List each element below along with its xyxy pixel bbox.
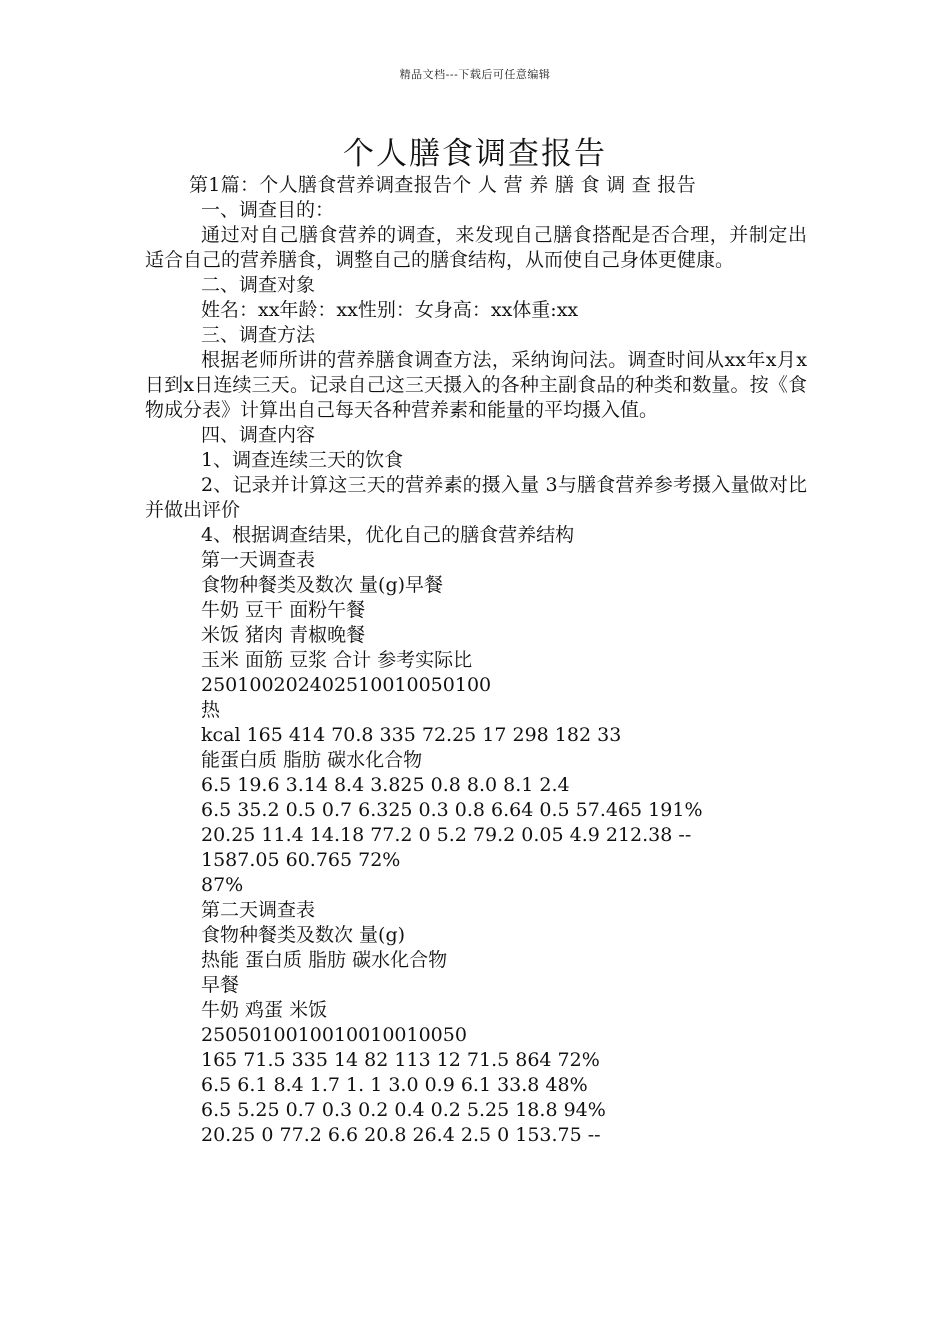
body-line: 第一天调查表: [201, 549, 316, 571]
body-line: 通过对自己膳食营养的调查，来发现自己膳食搭配是否合理，并制定出适合自己的营养膳食，调整自己的膳食结构，从而使自己身体更健康。: [145, 224, 807, 271]
body-line: 四、调查内容: [201, 424, 316, 446]
intro-paragraph: 第1篇：个人膳食营养调查报告个 人 营 养 膳 食 调 查 报告: [189, 174, 697, 196]
body-line: 第二天调查表: [201, 899, 316, 921]
body-line: 食物种餐类及数次 量(g): [201, 924, 406, 946]
page-header: 精品文档---下载后可任意编辑: [399, 68, 551, 81]
body-line: 4、根据调查结果，优化自己的膳食营养结构: [201, 524, 575, 546]
body-line: 6.5 19.6 3.14 8.4 3.825 0.8 8.0 8.1 2.4: [201, 774, 570, 796]
body-line: 二、调查对象: [201, 274, 316, 296]
body-line: 6.5 6.1 8.4 1.7 1. 1 3.0 0.9 6.1 33.8 48%: [201, 1074, 588, 1096]
body-line: 热能 蛋白质 脂肪 碳水化合物: [201, 949, 448, 971]
body-line: 食物种餐类及数次 量(g)早餐: [201, 574, 444, 596]
body-line: 一、调查目的：: [201, 199, 335, 221]
body-line: kcal 165 414 70.8 335 72.25 17 298 182 33: [201, 724, 622, 746]
body-line: 250100202402510010050100: [201, 674, 492, 696]
body-line: 早餐: [201, 974, 240, 996]
body-line: 6.5 5.25 0.7 0.3 0.2 0.4 0.2 5.25 18.8 94%: [201, 1099, 606, 1121]
body-line: 根据老师所讲的营养膳食调查方法，采纳询问法。调查时间从xx年x月x日到x日连续三天。记录自己这三天摄入的各种主副食品的种类和数量。按《食物成分表》计算出自己每天各种营养素和能量的平均摄入值。: [145, 349, 807, 421]
document-title: 个人膳食调查报告: [343, 136, 607, 172]
body-line: 牛奶 豆干 面粉午餐: [201, 599, 366, 621]
body-line: 20.25 11.4 14.18 77.2 0 5.2 79.2 0.05 4.9 212.38 --: [201, 824, 692, 846]
body-line: 165 71.5 335 14 82 113 12 71.5 864 72%: [201, 1049, 600, 1071]
body-line: 热: [201, 699, 221, 721]
body-line: 2505010010010010010050: [201, 1024, 467, 1046]
body-line: 三、调查方法: [201, 324, 316, 346]
body-line: 1、调查连续三天的饮食: [201, 449, 404, 471]
body-line: 87%: [201, 874, 244, 896]
body-line: 1587.05 60.765 72%: [201, 849, 401, 871]
body-line: 6.5 35.2 0.5 0.7 6.325 0.3 0.8 6.64 0.5 57.465 191%: [201, 799, 703, 821]
body-line: 姓名：xx年龄：xx性别：女身高：xx体重:xx: [201, 299, 579, 321]
body-line: 2、记录并计算这三天的营养素的摄入量 3与膳食营养参考摄入量做对比并做出评价: [145, 474, 807, 521]
body-line: 20.25 0 77.2 6.6 20.8 26.4 2.5 0 153.75 --: [201, 1124, 601, 1146]
body-line: 玉米 面筋 豆浆 合计 参考实际比: [201, 649, 473, 671]
document-body: [145, 173, 807, 1148]
body-line: 牛奶 鸡蛋 米饭: [201, 999, 328, 1021]
body-line: 能蛋白质 脂肪 碳水化合物: [201, 749, 423, 771]
body-line: 米饭 猪肉 青椒晚餐: [201, 624, 366, 646]
body-lines: [145, 198, 807, 1148]
